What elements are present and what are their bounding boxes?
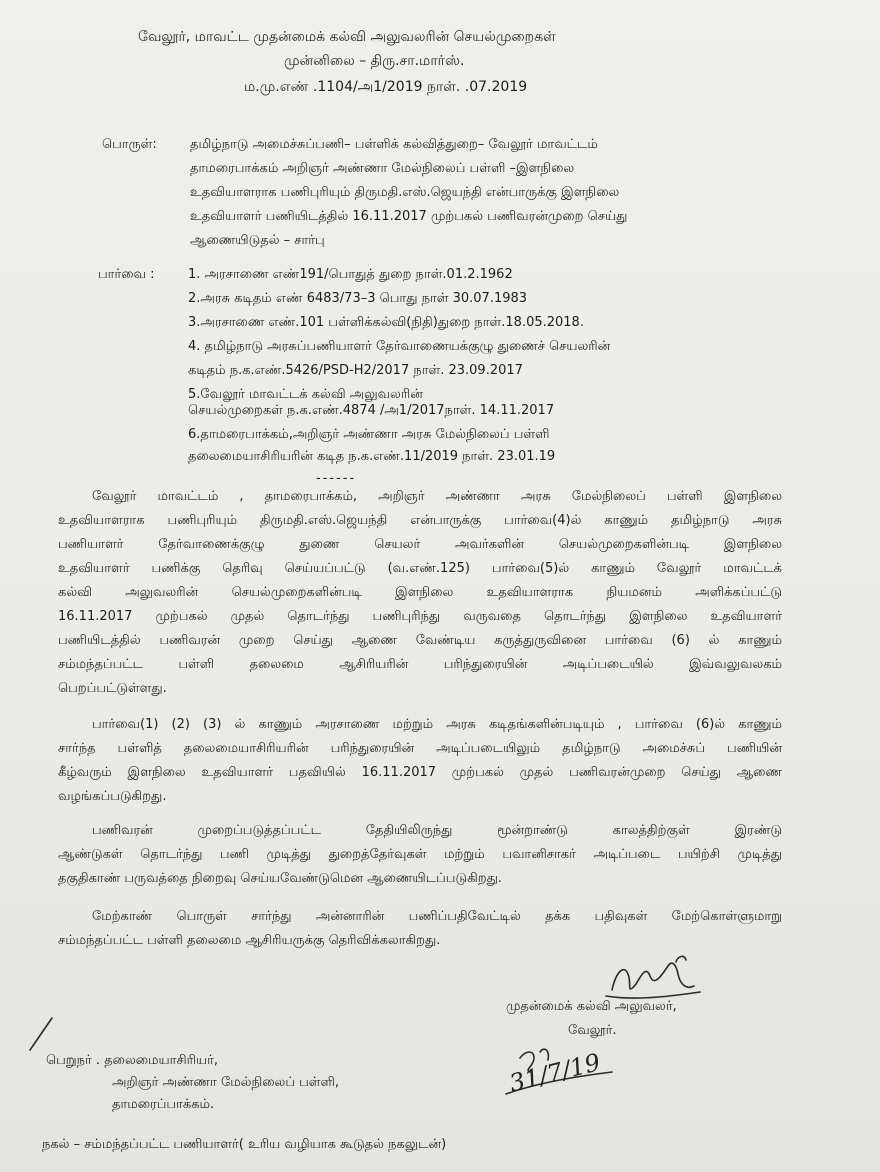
reference-item: செயல்முறைகள் ந.க.எண்.4874 /அ1/2017நாள். 14.11.2017 [188, 403, 555, 418]
subject-line: தமிழ்நாடு அமைச்சுப்பணி– பள்ளிக் கல்வித்துறை– வேலூர் மாவட்டம் [190, 137, 598, 152]
handwritten-date: 31/7/19 [506, 1048, 604, 1098]
subject-line: உதவியாளர் பணியிடத்தில் 16.11.2017 முற்பகல் பணிவரன்முறை செய்து [190, 209, 628, 224]
reference-item: 2.அரசு கடிதம் எண் 6483/73–3 பொது நாள் 30.07.1983 [188, 291, 528, 306]
paragraph-line: கீழ்வரும் இளநிலை உதவியாளர் பதவியில் 16.11.2017 முற்பகல் முதல் பணிவரன்முறை செய்து ஆணை [58, 765, 782, 780]
subject-line: ஆணையிடுதல் – சார்பு [190, 233, 325, 248]
reference-item: 6.தாமரைபாக்கம்,அறிஞர் அண்ணா அரசு மேல்நிலைப் பள்ளி [188, 427, 550, 442]
recipient-label: பெறுநர் . தலைமையாசிரியர், [46, 1053, 219, 1068]
paragraph-line: ஆண்டுகள் தொடர்ந்து பணி முடித்து துறைத்தேர்வுகள் மற்றும் பவானிசாகர் அடிப்படை பயிற்சி முடித்து [58, 847, 782, 862]
paragraph-line: வழங்கப்படுகிறது. [58, 789, 167, 804]
paragraph-line: பெறப்பட்டுள்ளது. [58, 681, 167, 696]
reference-item: 1. அரசாணை எண்191/பொதுத் துறை நாள்.01.2.1962 [188, 267, 513, 282]
paragraph-line: பணியாளர் தேர்வாணைக்குழு துணை செயலர் அவர்களின் செயல்முறைகளின்படி இளநிலை [58, 537, 782, 552]
reference-item: 4. தமிழ்நாடு அரசுப்பணியாளர் தேர்வாணையக்குழு துணைச் செயலரின் [188, 339, 611, 354]
subject-line: உதவியாளராக பணிபுரியும் திருமதி.எஸ்.ஜெயந்தி என்பாருக்கு இளநிலை [190, 185, 620, 200]
paragraph-line: உதவியாளராக பணிபுரியும் திருமதி.எஸ்.ஜெயந்தி என்பாருக்கு பார்வை(4)ல் காணும் தமிழ்நாடு அரசு [58, 513, 782, 528]
reference-number: ம.மு.எண் .1104/அ1/2019 நாள். .07.2019 [244, 79, 528, 95]
signatory-designation: முதன்மைக் கல்வி அலுவலர், [506, 999, 677, 1014]
paragraph-line: சம்மந்தப்பட்ட பள்ளி தலைமை ஆசிரியருக்கு தெரிவிக்கலாகிறது. [58, 933, 441, 948]
paragraph-line: வேலூர் மாவட்டம் , தாமரைபாக்கம், அறிஞர் அண்ணா அரசு மேல்நிலைப் பள்ளி இளநிலை [92, 489, 782, 504]
subject-line: தாமரைபாக்கம் அறிஞர் அண்ணா மேல்நிலைப் பள்ளி –இளநிலை [190, 161, 575, 176]
paragraph-line: மேற்காண் பொருள் சார்ந்து அன்னாரின் பணிப்பதிவேட்டில் தக்க பதிவுகள் மேற்கொள்ளுமாறு [92, 909, 782, 924]
recipient-line: தாமரைப்பாக்கம். [112, 1097, 215, 1112]
reference-item: தலைமையாசிரியரின் கடித ந.க.எண்.11/2019 நாள். 23.01.19 [188, 449, 556, 464]
paragraph-line: பணிவரன் முறைப்படுத்தப்பட்ட தேதியிலிருந்து மூன்றாண்டு காலத்திற்குள் இரண்டு [92, 823, 782, 838]
reference-item: 3.அரசாணை எண்.101 பள்ளிக்கல்வி(நிதி)துறை நாள்.18.05.2018. [188, 315, 584, 330]
separator: ------ [316, 471, 357, 486]
paragraph-line: பணியிடத்தில் பணிவரன் முறை செய்து ஆணை வேண்டிய கருத்துருவினை பார்வை (6) ல் காணும் [58, 633, 782, 648]
paragraph-line: உதவியாளர் பணிக்கு தெரிவு செய்யப்பட்டு (வ.எண்.125) பார்வை(5)ல் காணும் வேலூர் மாவட்டக் [58, 561, 782, 576]
paragraph-line: 16.11.2017 முற்பகல் முதல் தொடர்ந்து பணிபுரிந்து வருவதை தொடர்ந்து இளநிலை உதவியாளர் [58, 609, 782, 624]
subject-label: பொருள்: [102, 137, 157, 152]
references-label: பார்வை : [98, 267, 155, 282]
paragraph-line: பார்வை(1) (2) (3) ல் காணும் அரசாணை மற்றும் அரசு கடிதங்களின்படியும் , பார்வை (6)ல் காணும் [92, 717, 782, 732]
copy-line: நகல் – சம்மந்தப்பட்ட பணியாளர்( உரிய வழியாக கூடுதல் நகலுடன்) [42, 1137, 447, 1152]
paragraph-line: கல்வி அலுவலரின் செயல்முறைகளின்படி இளநிலை உதவியாளராக நியமனம் அளிக்கப்பட்டு [58, 585, 782, 600]
signatory-place: வேலூர். [568, 1023, 617, 1038]
paragraph-line: சம்மந்தப்பட்ட பள்ளி தலைமை ஆசிரியரின் பரிந்துரையின் அடிப்படையில் இவ்வலுவலகம் [58, 657, 782, 672]
reference-item: கடிதம் ந.க.எண்.5426/PSD-H2/2017 நாள். 23.09.2017 [188, 363, 523, 378]
paragraph-line: சார்ந்த பள்ளித் தலைமையாசிரியரின் பரிந்துரையின் அடிப்படையிலும் தமிழ்நாடு அமைச்சுப் பணியின் [58, 741, 782, 756]
recipient-line: அறிஞர் அண்ணா மேல்நிலைப் பள்ளி, [112, 1075, 340, 1090]
office-title: வேலூர், மாவட்ட முதன்மைக் கல்வி அலுவலரின் செயல்முறைகள் [138, 29, 556, 45]
presence-line: முன்னிலை – திரு.சா.மார்ஸ். [284, 53, 465, 69]
reference-item: 5.வேலூர் மாவட்டக் கல்வி அலுவலரின் [188, 387, 423, 402]
paragraph-line: தகுதிகாண் பருவத்தை நிறைவு செய்யவேண்டுமென ஆணையிடப்படுகிறது. [58, 871, 502, 886]
